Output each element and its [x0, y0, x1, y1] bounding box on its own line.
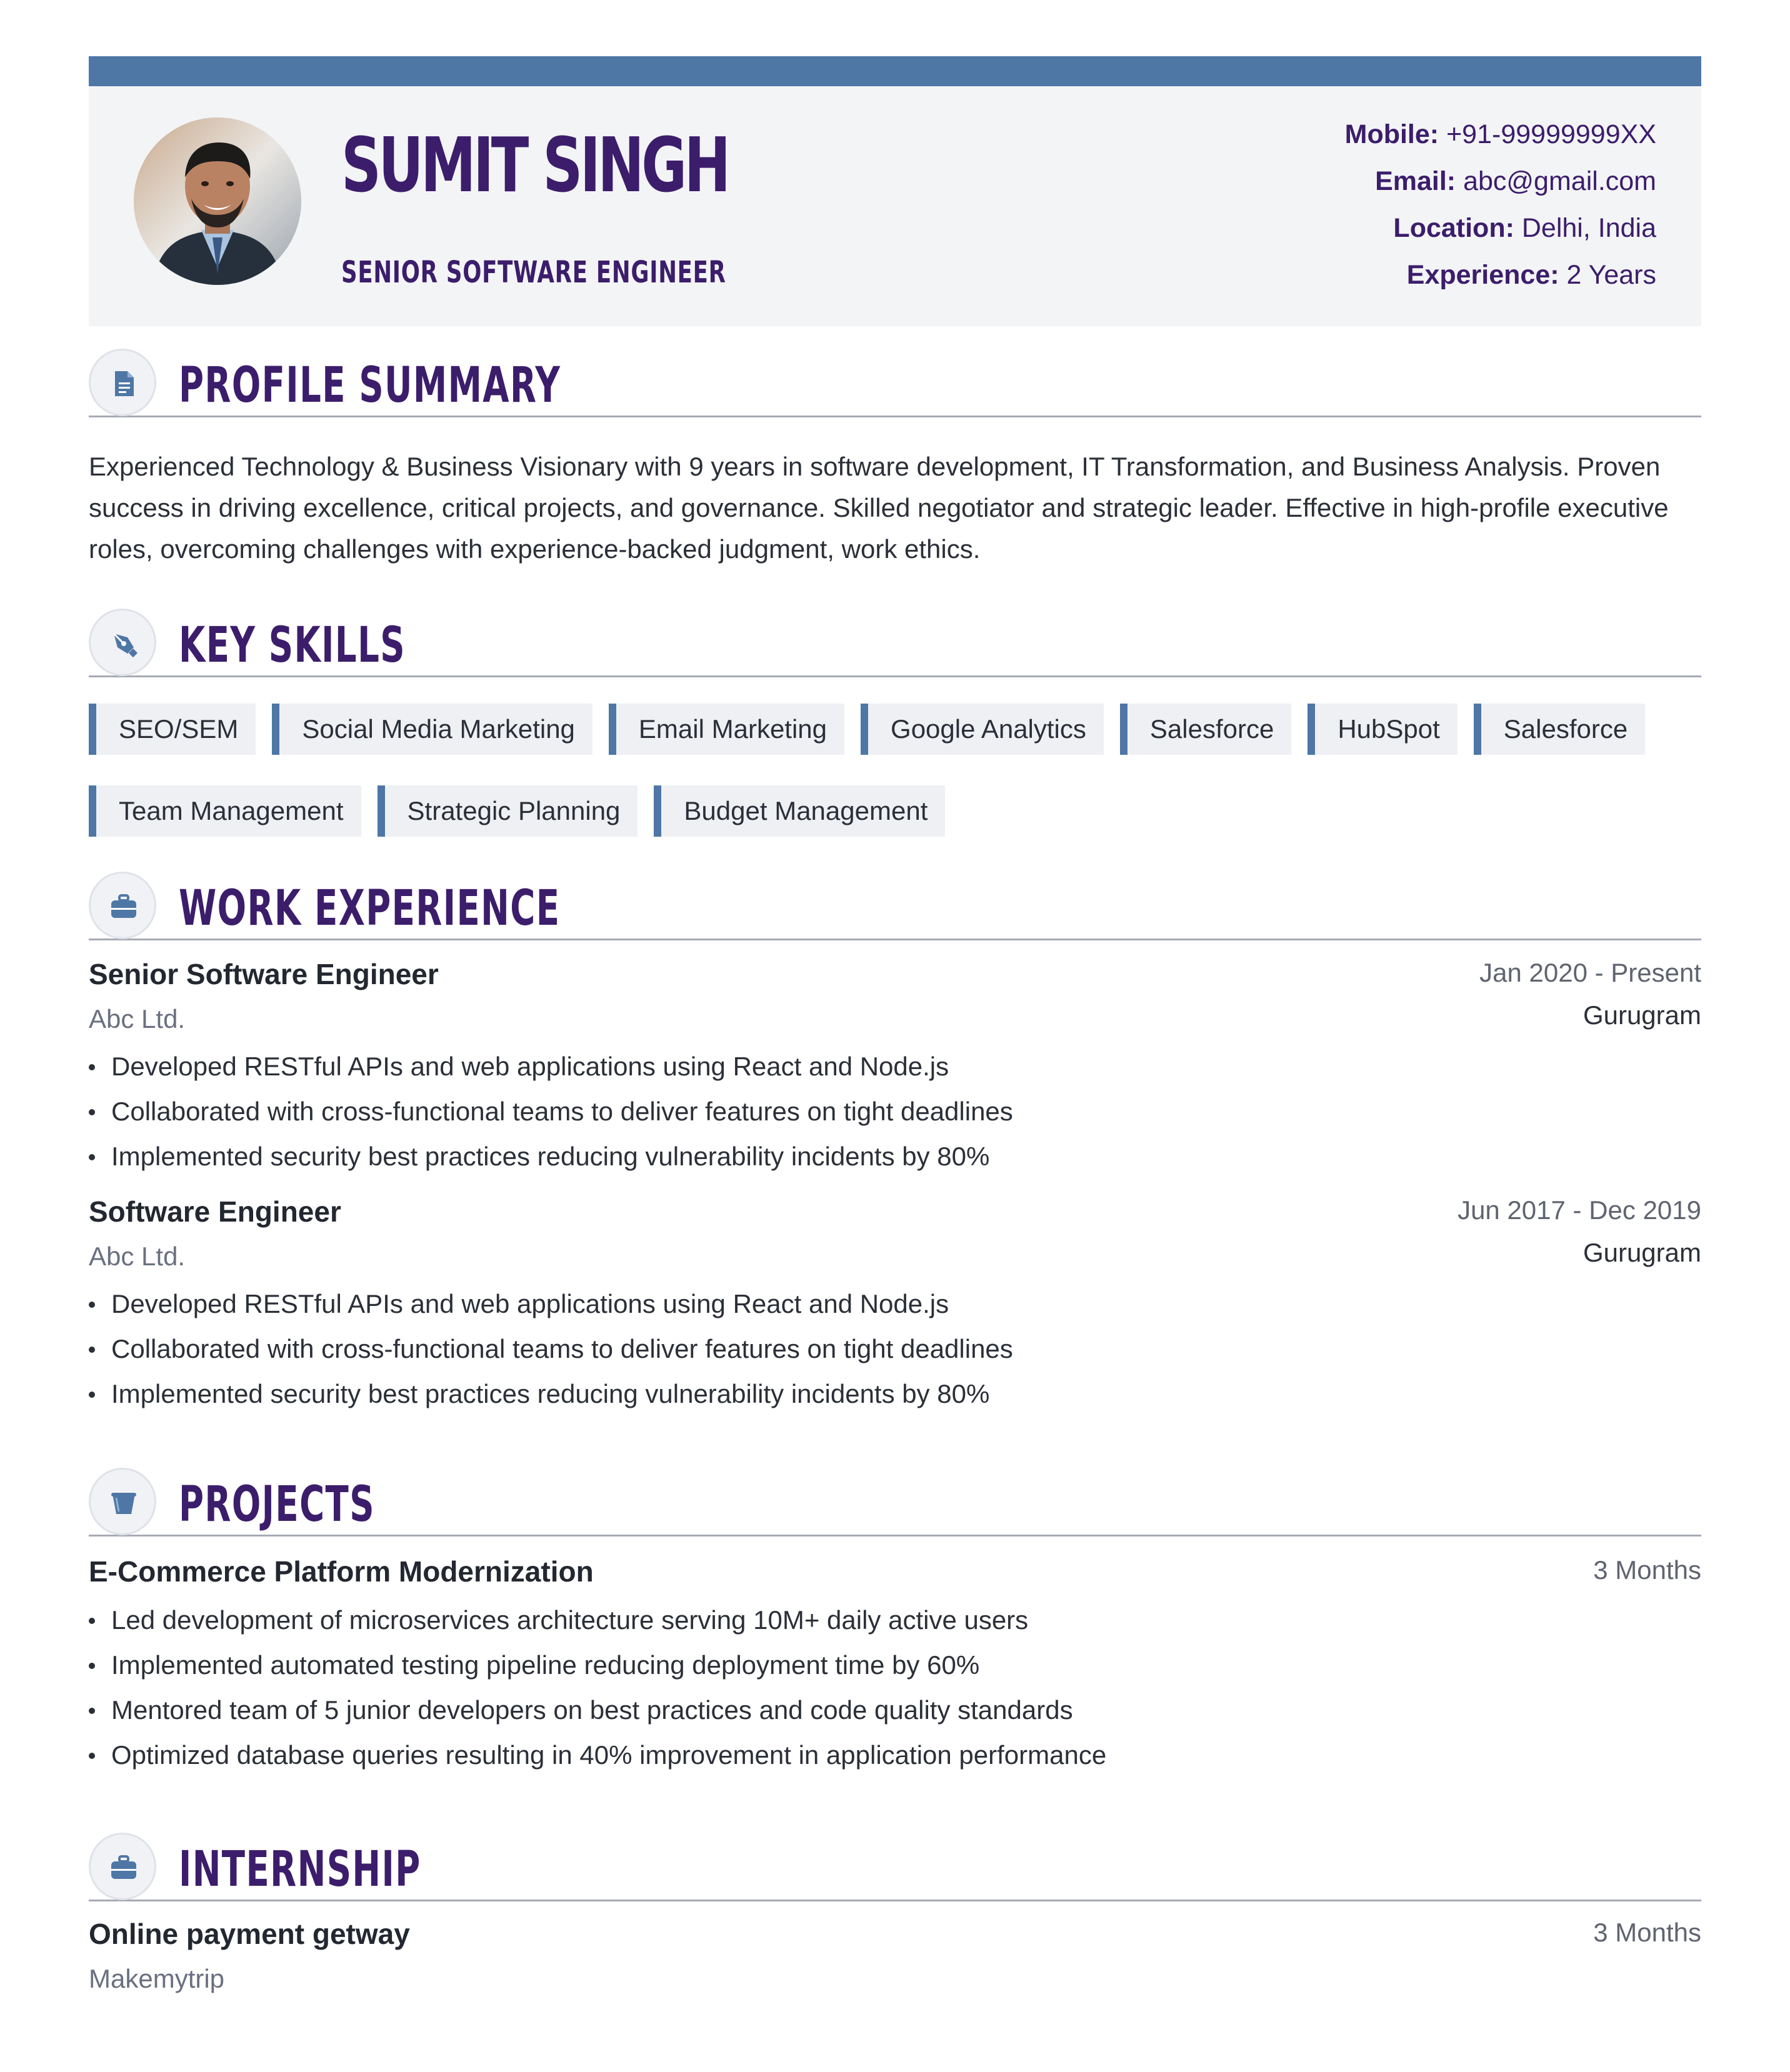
briefcase-icon [89, 1833, 156, 1900]
experience-value: 2 Years [1566, 260, 1656, 290]
list-item: Led development of microservices architecture serving 10M+ daily active users [89, 1598, 1701, 1643]
mobile-value[interactable]: +91-99999999XX [1446, 119, 1656, 149]
project-entry [89, 1553, 1701, 1778]
profile-summary-text: Experienced Technology & Business Visionary with 9 years in software development, IT Transformation, and Business Analysis. Proven success in driving excellence, critical projects, and governance. Skilled negotiator and strategic leader. Effective in high-profile executive roles, overcoming challenges with experience-backed judgment, work ethics. [89, 452, 1669, 564]
skill-tag: Strategic Planning [378, 785, 638, 837]
contact-experience: Experience: 2 Years [1406, 260, 1656, 290]
skill-tag: Team Management [89, 785, 361, 837]
job-bullets [89, 1282, 1701, 1417]
section-header-experience [89, 849, 1701, 940]
project-duration: 3 Months [1593, 1555, 1701, 1585]
pen-nib-icon [89, 609, 156, 676]
document-icon [89, 349, 156, 416]
contact-email: Email: abc@gmail.com [1375, 166, 1656, 196]
skill-tag: Email Marketing [609, 704, 844, 755]
section-header-summary [89, 326, 1701, 417]
job-date: Jan 2020 - Present [1479, 958, 1701, 987]
email-value[interactable]: abc@gmail.com [1463, 166, 1656, 196]
job-bullets [89, 1044, 1701, 1179]
section-header-projects [89, 1445, 1701, 1537]
skill-tag: Google Analytics [861, 704, 1104, 755]
list-item: Developed RESTful APIs and web applications using React and Node.js [89, 1282, 1701, 1327]
section-title-experience: WORK EXPERIENCE [179, 880, 561, 937]
section-title-internship: INTERNSHIP [179, 1841, 421, 1898]
contact-location: Location: Delhi, India [1393, 213, 1656, 243]
skills-list [89, 704, 1701, 837]
resume-header [89, 86, 1701, 326]
skill-tag: HubSpot [1308, 704, 1457, 755]
job-entry [89, 955, 1701, 1179]
list-item: Implemented security best practices reducing vulnerability incidents by 80% [89, 1372, 1701, 1417]
job-title: Software Engineer [89, 1195, 341, 1228]
skill-tag: SEO/SEM [89, 704, 256, 755]
list-item: Mentored team of 5 junior developers on best practices and code quality standards [89, 1688, 1701, 1733]
list-item: Implemented security best practices reducing vulnerability incidents by 80% [89, 1134, 1701, 1179]
section-header-skills [89, 586, 1701, 677]
skill-tag: Social Media Marketing [272, 704, 592, 755]
list-item: Developed RESTful APIs and web applications using React and Node.js [89, 1044, 1701, 1089]
section-title-projects: PROJECTS [179, 1477, 375, 1533]
briefcase-icon [89, 872, 156, 939]
project-bullets [89, 1598, 1701, 1778]
header-accent-bar [89, 56, 1701, 86]
job-location: Gurugram [1582, 1000, 1701, 1030]
internship-title: Online payment getway [89, 1918, 410, 1950]
section-title-summary: PROFILE SUMMARY [179, 357, 561, 414]
skill-tag: Salesforce [1120, 704, 1291, 755]
contact-block [1345, 111, 1656, 299]
list-item: Collaborated with cross-functional teams to deliver features on tight deadlines [89, 1327, 1701, 1372]
contact-mobile: Mobile: +91-99999999XX [1344, 119, 1656, 149]
job-title: Senior Software Engineer [89, 958, 439, 990]
resume-page [89, 56, 1701, 1998]
section-title-skills: KEY SKILLS [179, 617, 406, 674]
skill-tag: Salesforce [1474, 704, 1645, 755]
list-item: Optimized database queries resulting in 40% improvement in application performance [89, 1733, 1701, 1778]
job-company: Abc Ltd. [89, 1004, 186, 1034]
internship-company: Makemytrip [89, 1964, 225, 1993]
job-date: Jun 2017 - Dec 2019 [1458, 1195, 1701, 1225]
project-title: E-Commerce Platform Modernization [89, 1555, 594, 1588]
skill-tag: Budget Management [654, 785, 945, 837]
job-company: Abc Ltd. [89, 1242, 186, 1271]
job-entry [89, 1193, 1701, 1417]
internship-entry [89, 1915, 1701, 1998]
location-value: Delhi, India [1521, 213, 1656, 243]
list-item: Implemented automated testing pipeline reducing deployment time by 60% [89, 1643, 1701, 1688]
profile-photo [134, 117, 301, 285]
job-location: Gurugram [1582, 1238, 1701, 1267]
candidate-role: SENIOR SOFTWARE ENGINEER [341, 255, 726, 290]
section-header-internship [89, 1810, 1701, 1901]
bucket-icon [89, 1468, 156, 1535]
internship-duration: 3 Months [1593, 1918, 1701, 1947]
list-item: Collaborated with cross-functional teams to deliver features on tight deadlines [89, 1089, 1701, 1134]
candidate-name: SUMIT SINGH [341, 122, 728, 209]
